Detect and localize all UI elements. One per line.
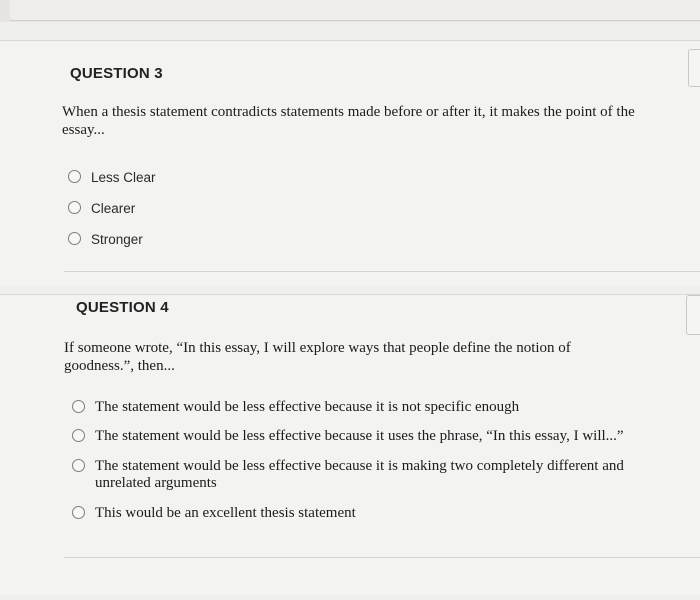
question-4-option-1[interactable] bbox=[72, 399, 665, 416]
option-label: The statement would be less effective because it uses the phrase, “In this essay, I will...” bbox=[95, 428, 624, 444]
question-4-title: QUESTION 4 bbox=[76, 299, 169, 316]
radio-button[interactable] bbox=[72, 506, 85, 519]
radio-button[interactable] bbox=[68, 201, 81, 214]
option-label: Stronger bbox=[91, 232, 143, 247]
radio-button[interactable] bbox=[72, 400, 85, 413]
radio-button[interactable] bbox=[68, 170, 81, 183]
radio-button[interactable] bbox=[72, 429, 85, 442]
question-4-text: If someone wrote, “In this essay, I will explore ways that people define the notion of goodness.”, then... bbox=[64, 340, 571, 374]
option-label: The statement would be less effective because it is not specific enough bbox=[95, 399, 520, 415]
question-3-divider bbox=[64, 271, 700, 272]
option-label: Less Clear bbox=[91, 170, 156, 185]
question-3-option-clearer[interactable] bbox=[68, 200, 135, 217]
question-4-option-4[interactable] bbox=[72, 505, 665, 522]
question-3-text: When a thesis statement contradicts statements made before or after it, it makes the point of the essay... bbox=[62, 104, 635, 138]
question-4-divider bbox=[64, 557, 700, 558]
radio-button[interactable] bbox=[68, 232, 81, 245]
question-4-option-2[interactable] bbox=[72, 428, 665, 445]
radio-button[interactable] bbox=[72, 459, 85, 472]
question-4-panel bbox=[0, 294, 700, 595]
question-3-option-stronger[interactable] bbox=[68, 231, 143, 248]
question-4-points-box bbox=[686, 295, 700, 335]
previous-question-footer bbox=[10, 0, 700, 21]
quiz-page bbox=[0, 22, 700, 600]
question-3-panel bbox=[0, 40, 700, 286]
option-label: Clearer bbox=[91, 201, 136, 216]
option-label: The statement would be less effective because it is making two completely different and unrelated arguments bbox=[95, 458, 624, 491]
question-4-option-3[interactable] bbox=[72, 458, 665, 492]
question-3-points-box bbox=[688, 49, 700, 87]
question-3-option-less-clear[interactable] bbox=[68, 169, 156, 186]
question-3-title: QUESTION 3 bbox=[70, 65, 163, 82]
option-label: This would be an excellent thesis statement bbox=[95, 505, 356, 521]
top-strip bbox=[0, 0, 700, 23]
